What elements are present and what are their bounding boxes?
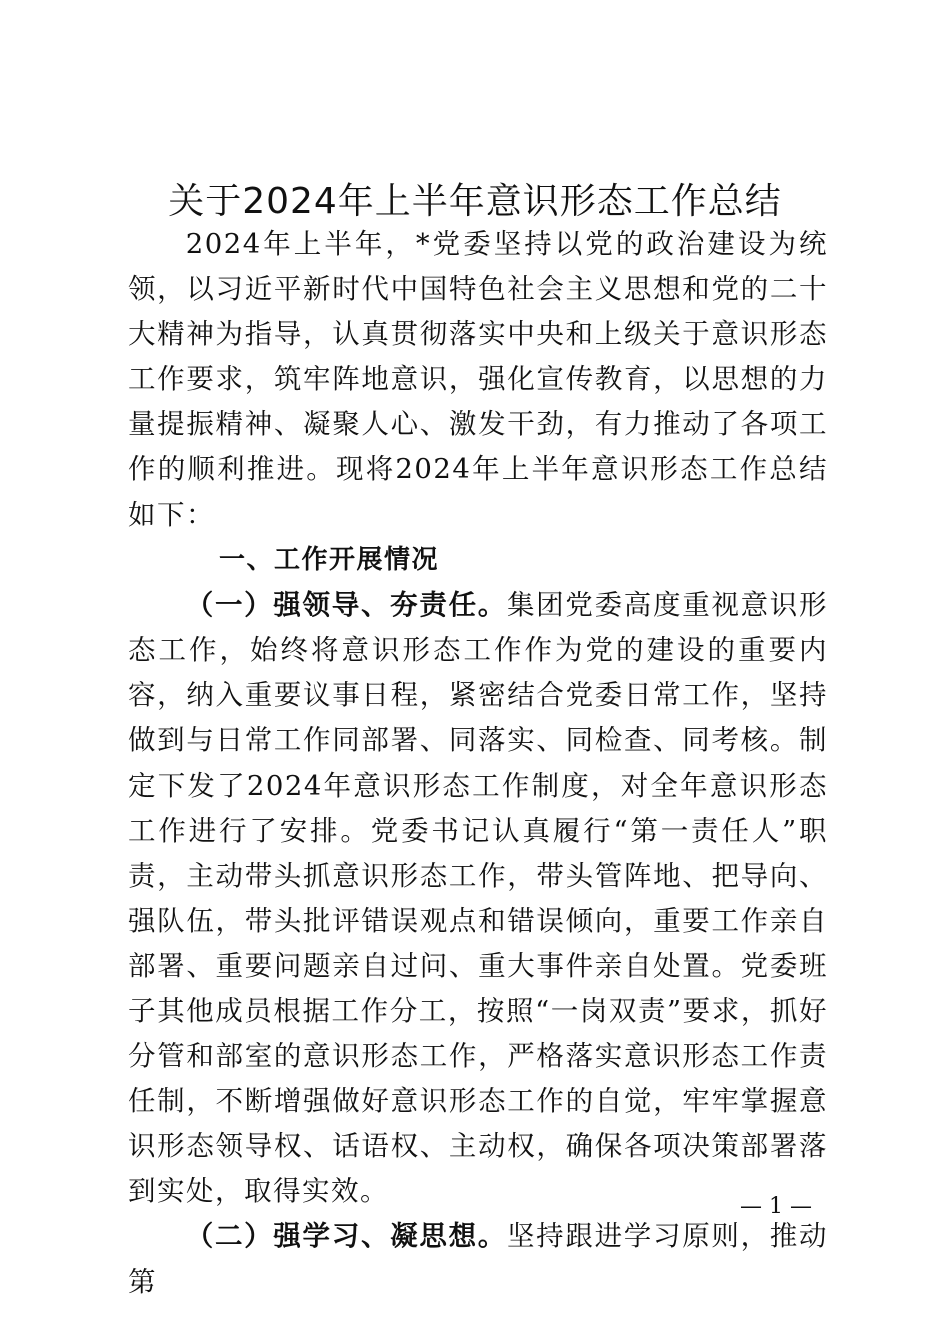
- item-2-text: 坚持跟进学习原则，推动第: [128, 1220, 829, 1298]
- document-body: [128, 222, 828, 1305]
- intro-paragraph: 2024年上半年，*党委坚持以党的政治建设为统领，以习近平新时代中国特色社会主义思想和党的二十大精神为指导，认真贯彻落实中央和上级关于意识形态工作要求，筑牢阵地意识，强化宣传教育，以思想的力量提振精神、凝聚人心、激发干劲，有力推动了各项工作的顺利推进。现将2024年上半年意识形态工作总结如下：: [128, 228, 828, 531]
- section-heading: 一、工作开展情况: [219, 544, 440, 575]
- item-1-text: 集团党委高度重视意识形态工作，始终将意识形态工作作为党的建设的重要内容，纳入重要议事日程，紧密结合党委日常工作，坚持做到与日常工作同部署、同落实、同检查、同考核。制定下发了2024年意识形态工作制度，对全年意识形态工作进行了安排。党委书记认真履行“第一责任人”职责，主动带头抓意识形态工作，带头管阵地、把导向、强队伍，带头批评错误观点和错误倾向，重要工作亲自部署、重要问题亲自过问、重大事件亲自处置。党委班子其他成员根据工作分工，按照“一岗双责”要求，抓好分管和部室的意识形态工作，严格落实意识形态工作责任制，不断增强做好意识形态工作的自觉，牢牢掌握意识形态领导权、话语权、主动权，确保各项决策部署落到实处，取得实效。: [128, 589, 829, 1208]
- item-1-lead: （一）强领导、夯责任。: [185, 589, 507, 622]
- document-title: 关于2024年上半年意识形态工作总结: [168, 181, 782, 222]
- item-1-paragraph: [128, 583, 828, 1214]
- page-number: — 1 —: [740, 1194, 812, 1219]
- item-2-paragraph: [128, 1214, 828, 1304]
- item-2-lead: （二）强学习、凝思想。: [185, 1220, 507, 1253]
